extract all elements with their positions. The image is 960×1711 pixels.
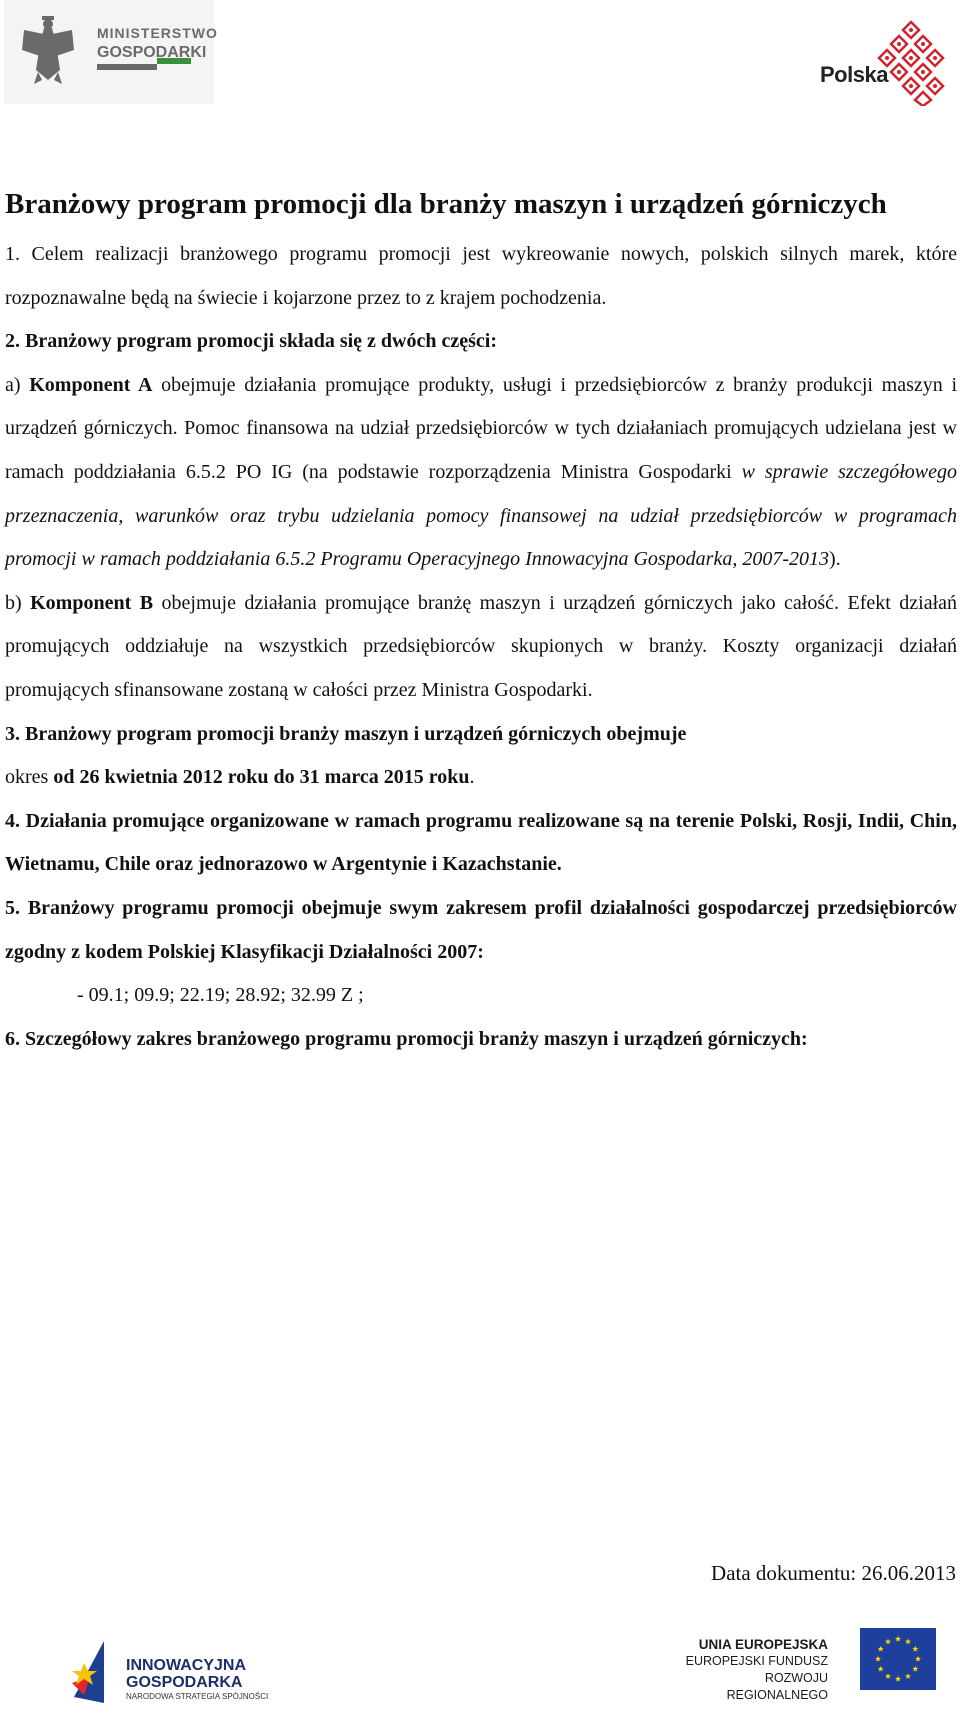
eu-flag-icon	[860, 1628, 936, 1690]
section-5: 5. Branżowy programu promocji obejmuje swym zakresem profil działalności gospodarczej przedsiębiorców zgodny z kodem Polskiej Klasyfikacji Działalności 2007:	[5, 896, 957, 963]
document-title: Branżowy program promocji dla branży maszyn i urządzeń górniczych	[5, 188, 887, 220]
eu-logo	[666, 1628, 936, 1702]
period-end: .	[469, 766, 475, 789]
polska-logo	[815, 18, 947, 106]
section-3-heading: 3. Branżowy program promocji branży maszyn i urządzeń górniczych obejmuje	[5, 722, 687, 745]
polska-logo-text: Polska	[820, 62, 888, 87]
section-4: 4. Działania promujące organizowane w ramach programu realizowane są na terenie Polski, Rosji, Indii, Chin, Wietnamu, Chile oraz jednorazowo w Argentynie i Kazachstanie.	[5, 809, 957, 876]
ministry-line2: GOSPODARKI	[97, 44, 207, 61]
eu-line2: EUROPEJSKI FUNDUSZ	[685, 1654, 828, 1668]
document-date: Data dokumentu: 26.06.2013	[711, 1561, 956, 1585]
component-a-label: Komponent A	[29, 373, 153, 396]
innowacyjna-gospodarka-logo	[70, 1637, 275, 1711]
component-b-label: Komponent B	[30, 591, 154, 614]
ig-line2: GOSPODARKA	[126, 1674, 243, 1691]
eu-line3: ROZWOJU REGIONALNEGO	[726, 1671, 828, 1702]
ig-line3: NARODOWA STRATEGIA SPÓJNOŚCI	[126, 1692, 269, 1701]
section-2-heading: 2. Branżowy program promocji składa się z dwóch części:	[5, 330, 497, 353]
document-body	[5, 176, 957, 1061]
eu-text	[666, 1636, 828, 1704]
period-dates: od 26 kwietnia 2012 roku do 31 marca 2015 roku	[53, 766, 470, 789]
pkd-codes: - 09.1; 09.9; 22.19; 28.92; 32.99 Z ;	[77, 984, 364, 1007]
polska-pattern-icon	[815, 18, 947, 106]
section-2a-text: obejmuje działania promujące produkty, usługi i przedsiębiorców z branży produkcji maszyn i urządzeń górniczych. Pomoc finansowa na udział przedsiębiorców w tych działaniach promujących udzielana jest w ramach poddziałania 6.5.2 PO IG (na podstawie rozporządzenia Ministra Gospodarki	[5, 373, 957, 483]
section-2a	[5, 364, 957, 582]
ministry-line1: MINISTERSTWO	[97, 25, 218, 41]
section-2b	[5, 582, 957, 713]
regulation-title: w sprawie szczegółowego przeznaczenia, warunków oraz trybu udzielania pomocy finansowej na udział przedsiębiorców w programach promocji w ramach poddziałania 6.5.2 Programu Operacyjnego Innowacyjna Gospodarka, 2007-2013	[5, 460, 957, 571]
section-6: 6. Szczegółowy zakres branżowego programu promocji branży maszyn i urządzeń górniczych:	[5, 1027, 808, 1050]
ig-line1: INNOWACYJNA	[126, 1657, 247, 1674]
ministry-logo	[4, 0, 218, 104]
section-1: 1. Celem realizacji branżowego programu promocji jest wykreowanie nowych, polskich silnych marek, które rozpoznawalne będą na świecie i kojarzone przez to z krajem pochodzenia.	[5, 243, 957, 309]
section-2b-text: obejmuje działania promujące branżę maszyn i urządzeń górniczych jako całość. Efekt działań promujących oddziałuje na wszystkich przedsiębiorców skupionych w branży. Koszty organizacji działań promujących sfinansowane zostaną w całości przez Ministra Gospodarki.	[5, 591, 958, 701]
ig-text	[126, 1657, 268, 1702]
section-2a-prefix: a)	[5, 373, 30, 396]
eu-line1: UNIA EUROPEJSKA	[698, 1637, 828, 1652]
ig-star-icon	[70, 1637, 124, 1707]
section-2a-end: ).	[829, 548, 841, 571]
ministry-name	[97, 24, 218, 62]
period-label: okres	[5, 766, 54, 789]
section-3-period	[5, 756, 957, 800]
section-2b-prefix: b)	[5, 591, 31, 614]
